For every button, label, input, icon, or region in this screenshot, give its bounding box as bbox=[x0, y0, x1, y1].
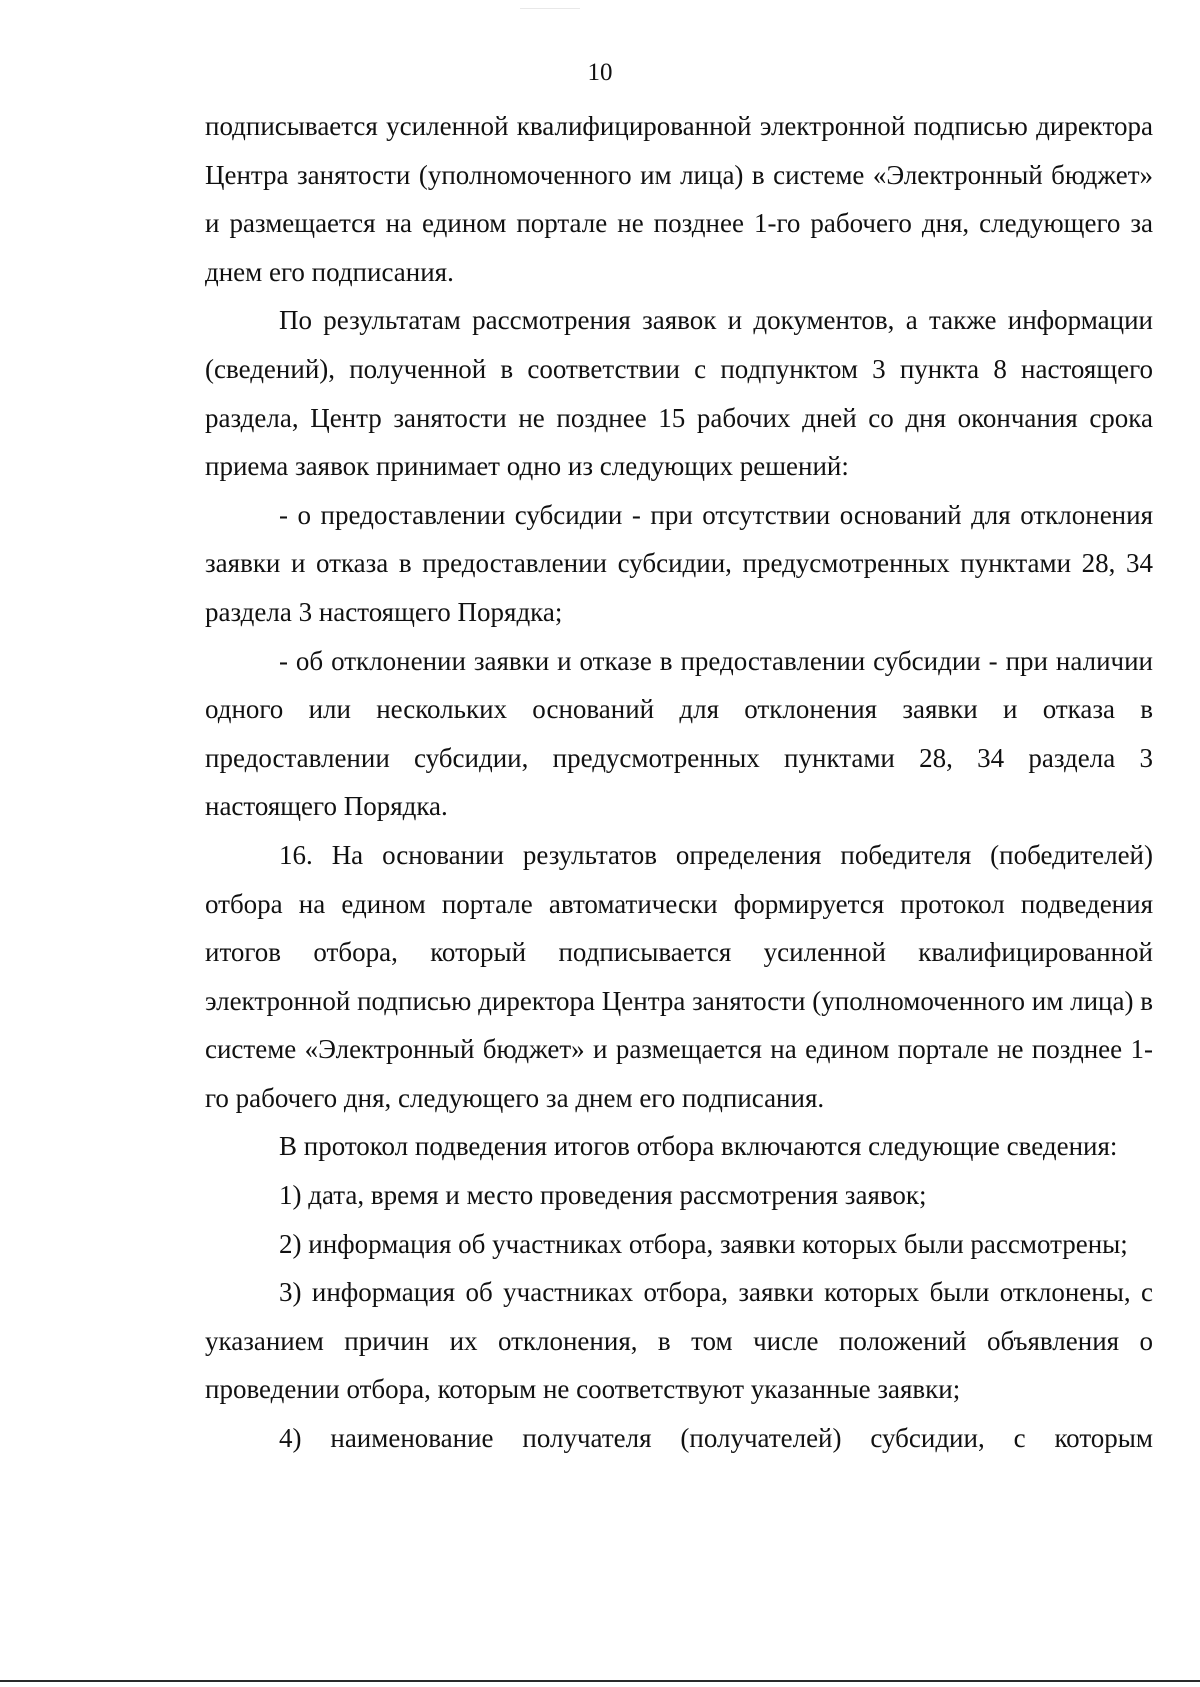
scan-artifact-line bbox=[520, 8, 580, 9]
list-item-3: 3) информация об участниках отбора, заявки которых были отклонены, с указанием причин их отклонения, в том числе положений объявления о проведении отбора, которым не соответствуют указанные заявки; bbox=[205, 1277, 1153, 1405]
paragraph-decision-reject: - об отклонении заявки и отказе в предоставлении субсидии - при наличии одного или нескольких оснований для отклонения заявки и отказа в предоставлении субсидии, предусмотренных пунктами 28, 34 раздела 3 настоящего Порядка. bbox=[205, 645, 1153, 822]
paragraph-review-results: По результатам рассмотрения заявок и документов, а также информации (сведений), полученной в соответствии с подпунктом 3 пункта 8 настоящего раздела, Центр занятости не позднее 15 рабочих дней со дня окончания срока приема заявок принимает одно из следующих решений: bbox=[205, 305, 1153, 482]
list-item-4: 4) наименование получателя (получателей) субсидии, с которым bbox=[279, 1423, 1153, 1454]
paragraph-continuation: подписывается усиленной квалифицированной электронной подписью директора Центра занятости (уполномоченного им лица) в системе «Электронный бюджет» и размещается на едином портале не позднее 1-го рабочего дня, следующего за днем его подписания. bbox=[205, 111, 1153, 287]
list-item-2: 2) информация об участниках отбора, заявки которых были рассмотрены; bbox=[279, 1228, 1128, 1259]
list-item-1: 1) дата, время и место проведения рассмотрения заявок; bbox=[279, 1180, 927, 1211]
page-number: 10 bbox=[587, 59, 613, 86]
paragraph-decision-grant: - о предоставлении субсидии - при отсутствии оснований для отклонения заявки и отказа в предоставлении субсидии, предусмотренных пунктами 28, 34 раздела 3 настоящего Порядка; bbox=[205, 499, 1153, 627]
document-body bbox=[205, 102, 1153, 1463]
paragraph-item-16: 16. На основании результатов определения победителя (победителей) отбора на едином портале автоматически формируется протокол подведения итогов отбора, который подписывается усиленной квалифицированной электронной подписью директора Центра занятости (уполномоченного им лица) в системе «Электронный бюджет» и размещается на едином портале не позднее 1-го рабочего дня, следующего за днем его подписания. bbox=[205, 839, 1153, 1113]
paragraph-protocol-contents: В протокол подведения итогов отбора включаются следующие сведения: bbox=[279, 1131, 1118, 1162]
bottom-border-line bbox=[0, 1680, 1200, 1682]
